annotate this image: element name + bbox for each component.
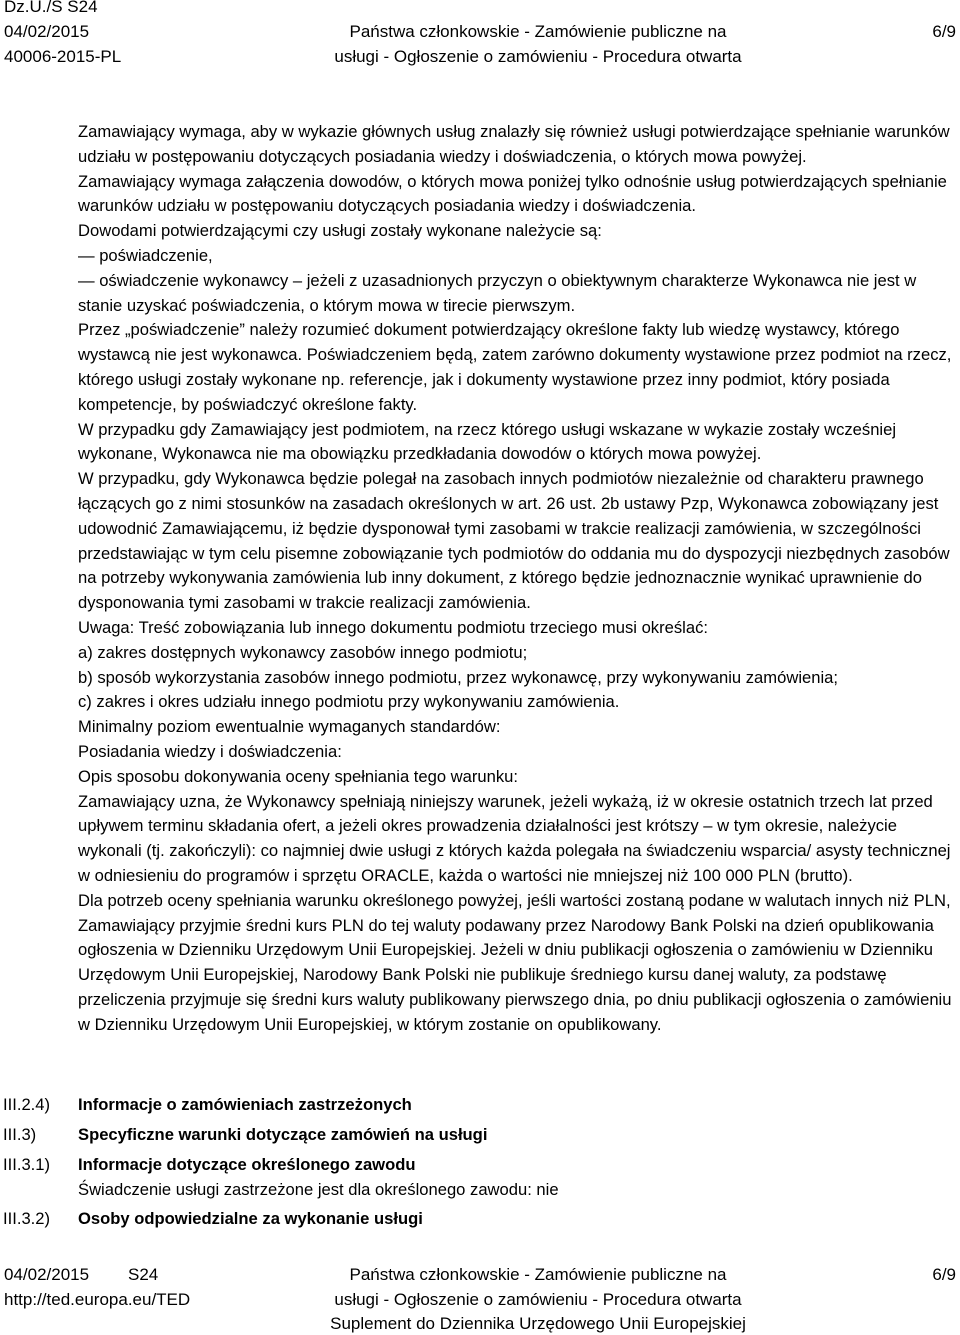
body-paragraph: Uwaga: Treść zobowiązania lub innego dokumentu podmiotu trzeciego musi określać: (78, 617, 708, 637)
footer-date: 04/02/2015 (4, 1265, 90, 1284)
body-paragraph: Minimalny poziom ewentualnie wymaganych standardów: (78, 717, 501, 737)
list-item: b) sposób wykorzystania zasobów innego podmiotu, przez wykonawcę, przy wykonywaniu zamówienia; (78, 667, 838, 687)
header-notice-id: 40006-2015-PL (4, 47, 122, 66)
header-title-line1: Państwa członkowskie - Zamówienie publiczne na (349, 22, 727, 41)
body-paragraph: Zamawiający wymaga załączenia dowodów, o których mowa poniżej tylko odnośnie usług potwierdzających spełnianie warunków udziału w postępowaniu dotyczących posiadania wiedzy i doświadczenia. (78, 171, 947, 216)
section-title: Specyficzne warunki dotyczące zamówień na usługi (78, 1125, 488, 1144)
body-paragraph: Przez „poświadczenie” należy rozumieć dokument potwierdzający określone fakty lub wiedzę wystawcy, którego wystawcą nie jest wykonawca. Poświadczeniem będą, zatem zarówno dokumenty wystawione przez podmiot na rzecz, którego usługi zostały wykonane np. referencje, jak i dokumenty wystawione przez inny podmiot, który posiada kompetencje, by poświadczyć określone fakty. (78, 320, 952, 414)
header-date: 04/02/2015 (4, 22, 90, 41)
body-paragraph: Dla potrzeb oceny spełniania warunku określonego powyżej, jeśli wartości zostaną podane w walutach innych niż PLN, Zamawiający przyjmie średni kurs PLN do tej waluty podawany przez Narodowy Bank Polski na dzień opublikowania ogłoszenia w Dzienniku Urzędowym Unii Europejskiej. Jeżeli w dniu publikacji ogłoszenia o zamówieniu w Dzienniku Urzędowym Unii Europejskiej, Narodowy Bank Polski nie publikuje średniego kursu danej waluty, za podstawę przeliczenia przyjmuje się średni kurs waluty publikowany pierwszego dnia, po dniu publikacji ogłoszenia o zamówieniu w Dzienniku Urzędowym Unii Europejskiej, w którym zostanie on opublikowany. (78, 890, 952, 1034)
list-item: c) zakres i okres udziału innego podmiotu przy wykonywaniu zamówienia. (78, 692, 620, 712)
footer-series: S24 (128, 1265, 159, 1284)
list-item: a) zakres dostępnych wykonawcy zasobów innego podmiotu; (78, 642, 528, 662)
section-number: III.3.1) (3, 1155, 51, 1174)
section-text: Świadczenie usługi zastrzeżone jest dla określonego zawodu: nie (78, 1180, 559, 1199)
body-paragraph: Zamawiający uzna, że Wykonawcy spełniają niniejszy warunek, jeżeli wykażą, iż w okresie ostatnich trzech lat przed upływem terminu składania ofert, a jeżeli okres prowadzenia działalności jest krótszy – w tym okresie, należycie wykonali (tj. zakończyli): co najmniej dwie usługi z których każda polegała na świadczeniu wsparcia/ asysty technicznej w odniesieniu do programów i sprzętu ORACLE, każda o wartości nie mniejszej niż 100 000 PLN (brutto). (78, 791, 951, 885)
body-paragraph: Opis sposobu dokonywania oceny spełniania tego warunku: (78, 766, 519, 786)
dash-item: — poświadczenie, (78, 245, 213, 265)
section-number: III.3.2) (3, 1209, 51, 1228)
section-number: III.3) (3, 1125, 37, 1144)
footer-title-line3: Suplement do Dziennika Urzędowego Unii Europejskiej (330, 1314, 746, 1333)
header-page-number: 6/9 (932, 22, 956, 41)
footer-title-line2: usługi - Ogłoszenie o zamówieniu - Procedura otwarta (334, 1290, 742, 1309)
body-paragraph: Zamawiający wymaga, aby w wykazie głównych usług znalazły się również usługi potwierdzające spełnianie warunków udziału w postępowaniu dotyczących posiadania wiedzy i doświadczenia, o których mowa powyżej. (78, 122, 950, 166)
dash-item: — oświadczenie wykonawcy – jeżeli z uzasadnionych przyczyn o obiektywnym charakterze Wykonawca nie jest w stanie uzyskać poświadczenia, o którym mowa w tirecie pierwszym. (78, 270, 917, 315)
section-title: Informacje o zamówieniach zastrzeżonych (78, 1095, 412, 1114)
header-journal: Dz.U./S S24 (4, 0, 98, 16)
header-title-line2: usługi - Ogłoszenie o zamówieniu - Procedura otwarta (334, 47, 742, 66)
body-paragraph: Dowodami potwierdzającymi czy usługi zostały wykonane należycie są: (78, 221, 602, 241)
footer-title-line1: Państwa członkowskie - Zamówienie publiczne na (349, 1265, 727, 1284)
body-paragraph: W przypadku gdy Zamawiający jest podmiotem, na rzecz którego usługi wskazane w wykazie zostały wcześniej wykonane, Wykonawca nie ma obowiązku przedkładania dowodów o których mowa powyżej. (78, 419, 897, 464)
body-paragraph: W przypadku, gdy Wykonawca będzie polegał na zasobach innych podmiotów niezależnie od charakteru prawnego łączących go z nimi stosunków na zasadach określonych w art. 26 ust. 2b ustawy Pzp, Wykonawca zobowiązany jest udowodnić Zamawiającemu, iż będzie dysponował tymi zasobami w trakcie realizacji zamówienia, w szczególności przedstawiając w tym celu pisemne zobowiązanie tych podmiotów do oddania mu do dyspozycji niezbędnych zasobów na potrzeby wykonywania zamówienia lub inny dokument, z którego będzie jednoznacznie wynikać uprawnienie do dysponowania tymi zasobami w trakcie realizacji zamówienia. (78, 469, 950, 613)
footer-url[interactable]: http://ted.europa.eu/TED (4, 1290, 191, 1309)
section-number: III.2.4) (3, 1095, 51, 1114)
section-title: Informacje dotyczące określonego zawodu (78, 1155, 416, 1174)
footer-page-number: 6/9 (932, 1265, 956, 1284)
body-text (78, 120, 954, 1037)
body-paragraph: Posiadania wiedzy i doświadczenia: (78, 741, 342, 761)
section-title: Osoby odpowiedzialne za wykonanie usługi (78, 1209, 423, 1228)
